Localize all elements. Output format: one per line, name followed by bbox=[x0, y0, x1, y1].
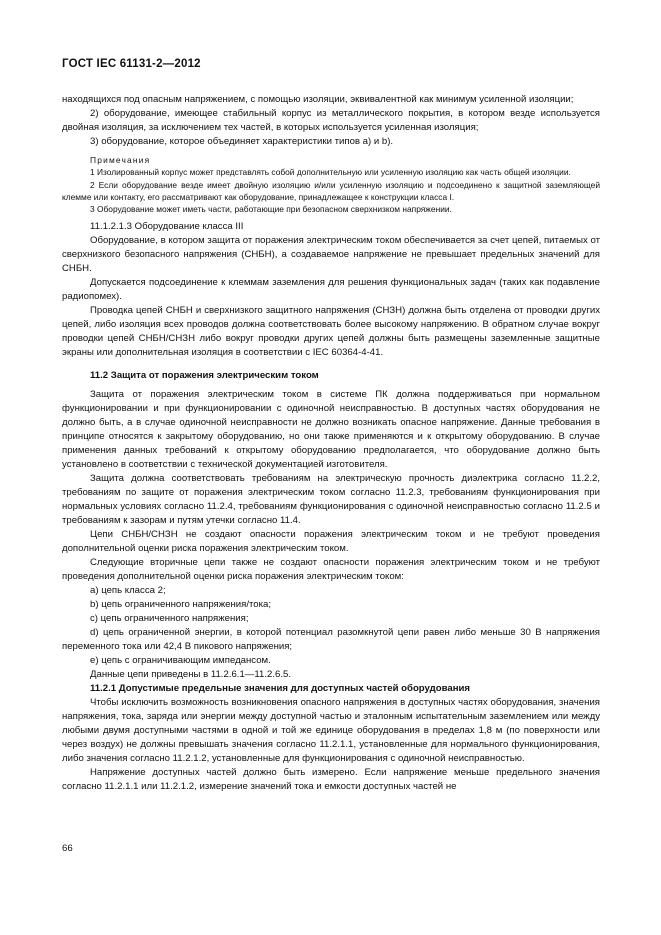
subsection-heading: 11.1.2.1.3 Оборудование класса III bbox=[90, 221, 244, 233]
list-item: c) цепь ограниченного напряжения; bbox=[90, 613, 249, 625]
paragraph: Оборудование, в котором защита от поражения электрическим током обеспечивается за счет цепей, питаемых от сверхнизкого безопасного напряжения (СНБН), а создаваемое напряжение не превышает предельных значений для СНБН. bbox=[62, 235, 600, 275]
paragraph: Проводка цепей СНБН и сверхнизкого защитного напряжения (СНЗН) должна быть отделена от проводки других цепей, либо изоляция всех проводов должна соответствовать более высокому напряжению. В обратном случае вокруг проводки цепей СНБН/СНЗН либо вокруг проводки других цепей должны быть размещены заземленные защитные экраны или дополнительная изоляция в соответствии с IEC 60364-4-41. bbox=[62, 305, 600, 359]
paragraph: находящихся под опасным напряжением, с помощью изоляции, эквивалентной как минимум усиленной изоляции; bbox=[62, 94, 574, 105]
paragraph: Напряжение доступных частей должно быть измерено. Если напряжение меньше предельного значения согласно 11.2.1.1 или 11.2.1.2, измерение значений тока и емкости доступных частей не bbox=[62, 767, 600, 793]
paragraph: Данные цепи приведены в 11.2.6.1—11.2.6.5. bbox=[90, 669, 292, 681]
notes-heading: Примечания bbox=[90, 155, 151, 165]
note: 3 Оборудование может иметь части, работающие при безопасном сверхнизком напряжении. bbox=[90, 204, 452, 215]
paragraph: Защита должна соответствовать требованиям на электрическую прочность диэлектрика согласно 11.2.2, требованиям по защите от поражения электрическим током согласно 11.2.3, требованиям функционирования при нормальных условиях согласно 11.2.4, требованиям функционирования с одиночной неисправностью согласно 11.2.5 и требованиям к зазорам и путям утечки согласно 11.4. bbox=[62, 473, 600, 527]
document-header: ГОСТ IEC 61131-2—2012 bbox=[62, 58, 201, 70]
note: 2 Если оборудование везде имеет двойную изоляцию и/или усиленную изоляцию и подсоединено к защитной заземляющей клемме или контакту, его рассматривают как оборудование, принадлежащее к конструкции класса I. bbox=[62, 179, 600, 202]
section-heading: 11.2 Защита от поражения электрическим током bbox=[90, 370, 319, 382]
list-item: e) цепь с ограничивающим импедансом. bbox=[90, 655, 271, 667]
page-number: 66 bbox=[62, 843, 73, 854]
paragraph: Защита от поражения электрическим током в системе ПК должна поддерживаться при нормальном функционировании и при функционировании с одиночной неисправностью. В доступных частях оборудования не должно быть, а в случае одиночной неисправности не должно возникать опасное напряжение. Данные требования в принципе относятся к закрытому оборудованию, но они также применяются и к открытому оборудованию. В случае применения данных требований к открытому оборудованию предполагается, что оборудование должно быть установлено в соответствии с технической документацией изготовителя. bbox=[62, 389, 600, 471]
subsection-heading: 11.2.1 Допустимые предельные значения для доступных частей оборудования bbox=[90, 683, 470, 695]
list-item: 3) оборудование, которое объединяет характеристики типов a) и b). bbox=[90, 136, 394, 147]
list-item: 2) оборудование, имеющее стабильный корпус из металлического покрытия, в котором везде используется двойная изоляция, за исключением тех частей, в которых используется усиленная изоляция; bbox=[62, 108, 600, 133]
list-item: a) цепь класса 2; bbox=[90, 585, 166, 597]
paragraph: Допускается подсоединение к клеммам заземления для решения функциональных задач (таких как подавление радиопомех). bbox=[62, 277, 600, 303]
list-item: b) цепь ограниченного напряжения/тока; bbox=[90, 599, 272, 611]
paragraph: Цепи СНБН/СНЗН не создают опасности поражения электрическим током и не требуют проведения дополнительной оценки риска поражения электрическим током. bbox=[62, 529, 600, 555]
paragraph: Чтобы исключить возможность возникновения опасного напряжения в доступных частях оборудования, значения напряжения, тока, заряда или энергии между доступной частью и эталонным испытательным заземлением или между любыми двумя доступными частями в одной и той же единице оборудования в пределах 1,8 м (по поверхности или через воздух) не должны превышать значения согласно 11.2.1.1, установленные для нормального функционирования, либо значения согласно 11.2.1.2, установленные для функционирования с одиночной неисправностью. bbox=[62, 697, 600, 765]
paragraph: Следующие вторичные цепи также не создают опасности поражения электрическим током и не требуют проведения дополнительной оценки риска поражения электрическим током: bbox=[62, 557, 600, 583]
document-page bbox=[62, 58, 600, 794]
list-item: d) цепь ограниченной энергии, в которой потенциал разомкнутой цепи равен либо меньше 30 В напряжения переменного тока или 42,4 В пикового напряжения; bbox=[62, 627, 600, 653]
note: 1 Изолированный корпус может представлять собой дополнительную или усиленную изоляцию как часть общей изоляции. bbox=[90, 167, 571, 178]
